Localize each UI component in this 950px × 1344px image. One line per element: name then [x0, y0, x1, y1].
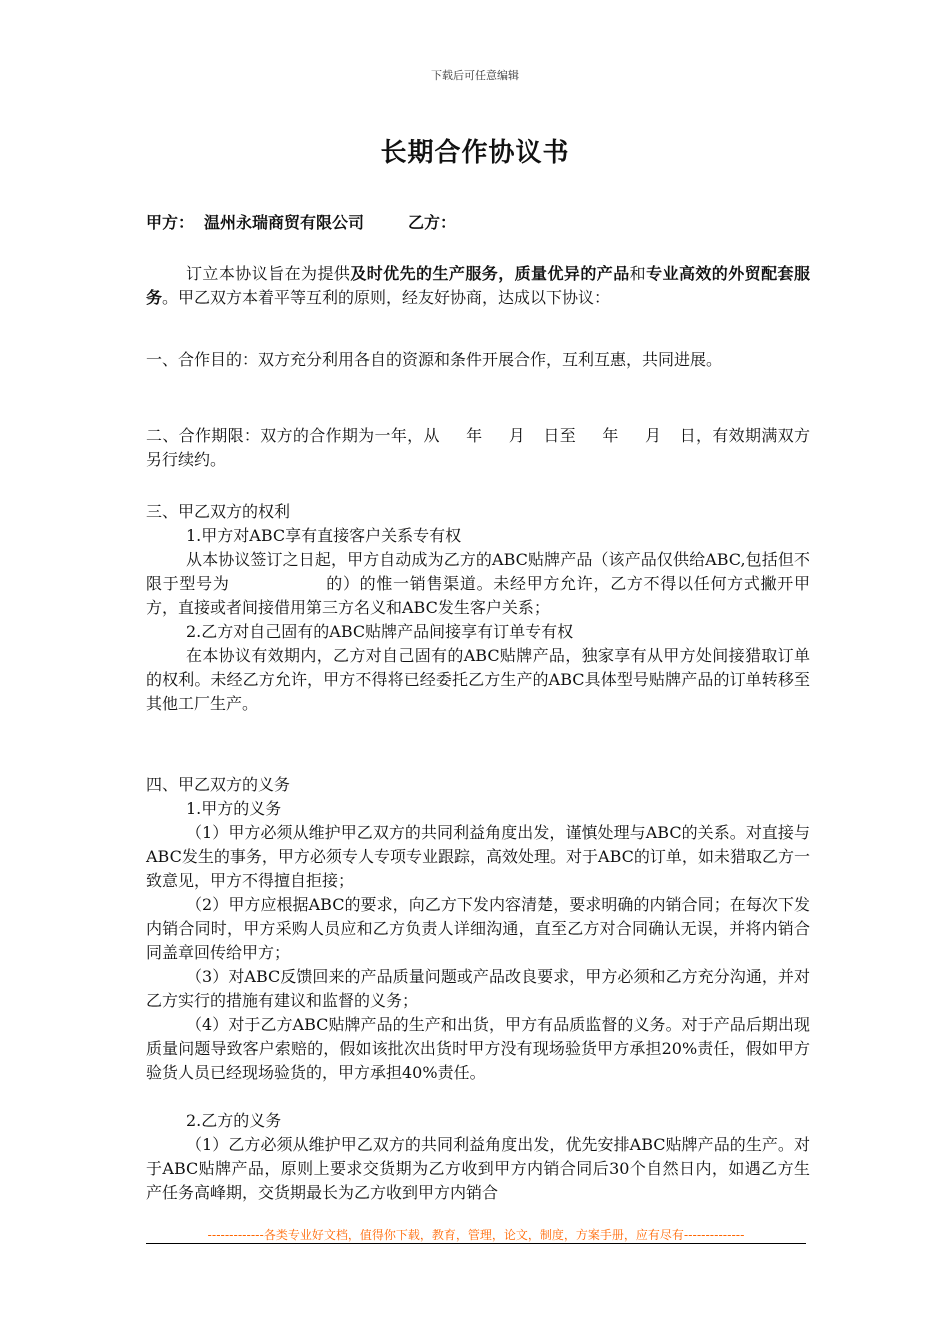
- section-3-heading: 三、甲乙双方的权利: [146, 502, 291, 521]
- month-2: 月: [644, 426, 662, 445]
- section-3-item-1-body: 从本协议签订之日起，甲方自动成为乙方的ABC贴牌产品（该产品仅供给ABC,包括但不限于型号为 的）的惟一销售渠道。未经甲方允许，乙方不得以任何方式撇开甲方，直接或者间接借用第三方名义和ABC发生客户关系；: [146, 550, 810, 617]
- party-a-duty-1: （1）甲方必须从维护甲乙双方的共同利益角度出发，谨慎处理与ABC的关系。对直接与ABC发生的事务，甲方必须专人专项专业跟踪，高效处理。对于ABC的订单，如未猎取乙方一致意见，甲方不得擅自拒接；: [146, 823, 810, 890]
- page-title: 长期合作协议书: [380, 138, 570, 168]
- footer-divider: [146, 1243, 806, 1244]
- intro-bold-1: 及时优先的生产服务，质量优异的产品: [350, 264, 630, 283]
- intro-text-1: 订立本协议旨在为提供: [186, 264, 351, 283]
- section-2-lead: 二、合作期限：双方的合作期为一年，从: [146, 426, 440, 445]
- party-b-label: 乙方：: [408, 213, 457, 232]
- party-a-duty-2: （2）甲方应根据ABC的要求，向乙方下发内容清楚，要求明确的内销合同；在每次下发内销合同时，甲方采购人员应和乙方负责人详细沟通，直至乙方对合同确认无误，并将内销合同盖章回传给甲方；: [146, 895, 810, 962]
- section-1: 一、合作目的：双方充分利用各自的资源和条件开展合作，互利互惠，共同进展。: [146, 350, 723, 369]
- party-a-duty-3: （3）对ABC反馈回来的产品质量问题或产品改良要求，甲方必须和乙方充分沟通，并对乙方实行的措施有建议和监督的义务；: [146, 967, 810, 1010]
- intro-paragraph: [146, 262, 810, 310]
- party-a-name: 温州永瑞商贸有限公司: [204, 213, 365, 232]
- section-2: [146, 424, 810, 472]
- intro-text-3: 。甲乙双方本着平等互利的原则，经友好协商，达成以下协议：: [162, 288, 611, 307]
- section-3: [146, 500, 810, 716]
- parties-line: [146, 210, 806, 233]
- party-b-duty-1: （1）乙方必须从维护甲乙双方的共同利益角度出发，优先安排ABC贴牌产品的生产。对于ABC贴牌产品，原则上要求交货期为乙方收到甲方内销合同后30个自然日内，如遇乙方生产任务高峰期，交货期最长为乙方收到甲方内销合: [146, 1135, 810, 1202]
- intro-bold-2: 专业高效的外贸配套服务: [146, 264, 810, 307]
- party-b-duties-title: 2.乙方的义务: [186, 1111, 282, 1130]
- section-3-item-2-body: 在本协议有效期内，乙方对自己固有的ABC贴牌产品，独家享有从甲方处间接猎取订单的权利。未经乙方允许，甲方不得将已经委托乙方生产的ABC具体型号贴牌产品的订单转移至其他工厂生产。: [146, 646, 810, 713]
- intro-text-2: 和: [629, 264, 647, 283]
- year-1: 年: [465, 426, 483, 445]
- footer-banner: -------------各类专业好文档，值得你下载，教育，管理，论文，制度，方案手册，应有尽有--------------: [207, 1228, 745, 1242]
- day-2: 日，有效期满双方另行续约。: [146, 426, 810, 469]
- day-1: 日至: [543, 426, 577, 445]
- party-a-duties-title: 1.甲方的义务: [186, 799, 282, 818]
- section-4-heading: 四、甲乙双方的义务: [146, 775, 291, 794]
- party-a-label: 甲方：: [146, 213, 195, 232]
- section-3-item-2-title: 2.乙方对自己固有的ABC贴牌产品间接享有订单专有权: [186, 622, 574, 641]
- party-a-duty-4: （4）对于乙方ABC贴牌产品的生产和出货，甲方有品质监督的义务。对于产品后期出现质量问题导致客户索赔的，假如该批次出货时甲方没有现场验货甲方承担20%责任，假如甲方验货人员已经现场验货的，甲方承担40%责任。: [146, 1015, 810, 1082]
- section-4: [146, 773, 810, 1205]
- year-2: 年: [602, 426, 619, 445]
- section-3-item-1-title: 1.甲方对ABC享有直接客户关系专有权: [186, 526, 462, 545]
- header-note: 下载后可任意编辑: [431, 69, 519, 82]
- month-1: 月: [508, 426, 526, 445]
